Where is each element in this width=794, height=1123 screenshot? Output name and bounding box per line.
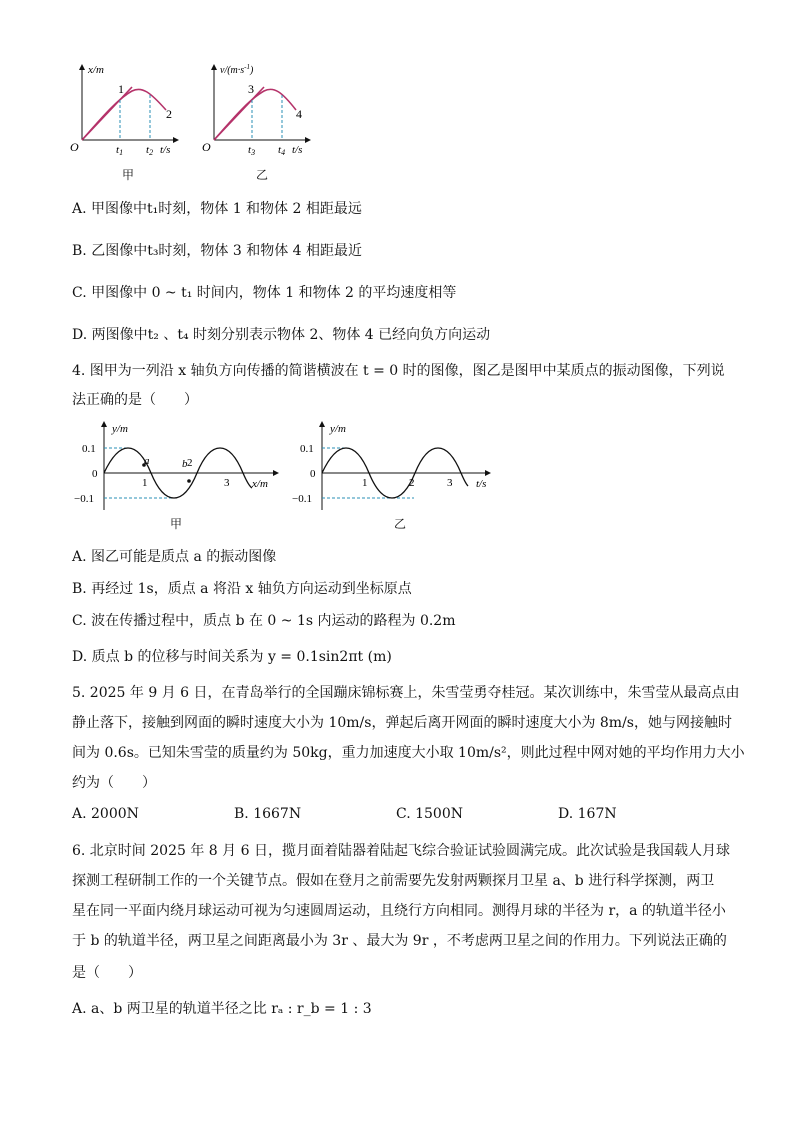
q5-option-b: B. 1667N bbox=[234, 806, 302, 822]
q3-jia-ylabel: x/m bbox=[88, 64, 104, 76]
q3-yi-ylabel: v/(m·s bbox=[220, 65, 245, 76]
q5-line2: 静止落下，接触到网面的瞬时速度大小为 10m/s，弹起后离开网面的瞬时速度大小为 8m/s，她与网接触时 bbox=[72, 715, 732, 731]
svg-text:t4 bbox=[278, 144, 285, 157]
q3-figure-jia bbox=[68, 60, 188, 160]
svg-text:t1 bbox=[116, 144, 123, 157]
q3-jia-curve1: 1 bbox=[118, 82, 124, 96]
q3-yi-t3: t bbox=[248, 144, 252, 156]
q3-option-b: B. 乙图像中t₃时刻，物体 3 和物体 4 相距最近 bbox=[72, 243, 363, 259]
q4-yi-tick-m01: −0.1 bbox=[292, 493, 312, 505]
q6-option-a: A. a、b 两卫星的轨道半径之比 rₐ : r_b = 1 : 3 bbox=[72, 1001, 372, 1017]
q4-yi-xlabel: t/s bbox=[476, 478, 487, 490]
q6-line3: 星在同一平面内绕月球运动可视为匀速圆周运动，且绕行方向相同。测得月球的半径为 r，a 的轨道半径小 bbox=[72, 903, 726, 919]
q3-yi-t4-sub: 4 bbox=[281, 148, 286, 157]
q6-line2: 探测工程研制工作的一个关键节点。假如在登月之前需要先发射两颗探月卫星 a、b 进行科学探测，两卫 bbox=[72, 873, 715, 889]
q4-figure-yi bbox=[292, 418, 497, 513]
q4-point-a: a bbox=[144, 455, 150, 467]
q5-option-d: D. 167N bbox=[558, 806, 617, 822]
q4-yi-x1: 1 bbox=[362, 477, 368, 489]
q3-option-d: D. 两图像中t₂ 、t₄ 时刻分别表示物体 2、物体 4 已经向负方向运动 bbox=[72, 327, 491, 343]
q3-yi-t4: t bbox=[278, 144, 282, 156]
q3-jia-t1-sub: 1 bbox=[119, 148, 124, 157]
q5-option-c: C. 1500N bbox=[396, 806, 463, 822]
q3-yi-ylabel-sup: -1 bbox=[244, 63, 251, 71]
q3-yi-t3-sub: 3 bbox=[251, 148, 256, 157]
q3-jia-origin: O bbox=[70, 140, 79, 154]
q4-jia-tick-01: 0.1 bbox=[82, 443, 96, 455]
q3-jia-caption: 甲 bbox=[122, 168, 135, 182]
q3-yi-caption: 乙 bbox=[256, 168, 269, 182]
q4-yi-tick-01: 0.1 bbox=[300, 443, 314, 455]
q4-option-b: B. 再经过 1s，质点 a 将沿 x 轴负方向运动到坐标原点 bbox=[72, 581, 412, 597]
q4-yi-caption: 乙 bbox=[394, 517, 407, 531]
q6-line5: 是（ ） bbox=[72, 965, 142, 981]
q3-jia-xlabel: t/s bbox=[160, 144, 171, 156]
q3-option-c: C. 甲图像中 0 ~ t₁ 时间内，物体 1 和物体 2 的平均速度相等 bbox=[72, 285, 457, 301]
q4-jia-ylabel: y/m bbox=[112, 423, 128, 435]
q3-jia-t2: t bbox=[146, 144, 150, 156]
q4-option-c: C. 波在传播过程中，质点 b 在 0 ~ 1s 内运动的路程为 0.2m bbox=[72, 613, 456, 629]
q4-jia-x2: 2 bbox=[187, 457, 193, 469]
q3-jia-t1: t bbox=[116, 144, 120, 156]
q4-option-d: D. 质点 b 的位移与时间关系为 y = 0.1sin2πt (m) bbox=[72, 649, 392, 665]
q5-line3: 间为 0.6s。已知朱雪莹的质量约为 50kg，重力加速度大小取 10m/s²，则此过程中网对她的平均作用力大小 bbox=[72, 745, 745, 761]
svg-text:v/(m·s-1) bbox=[220, 63, 254, 76]
q4-jia-x3: 3 bbox=[224, 477, 230, 489]
q3-figure-yi bbox=[200, 60, 320, 160]
q4-yi-ylabel: y/m bbox=[330, 423, 346, 435]
q4-jia-x1: 1 bbox=[142, 477, 148, 489]
q6-line4: 于 b 的轨道半径，两卫星之间距离最小为 3r 、最大为 9r ，不考虑两卫星之间的作用力。下列说法正确的 bbox=[72, 933, 727, 949]
q3-option-a: A. 甲图像中t₁时刻，物体 1 和物体 2 相距最远 bbox=[72, 201, 362, 217]
q4-yi-tick-0: 0 bbox=[310, 468, 316, 480]
q3-jia-t2-sub: 2 bbox=[149, 148, 154, 157]
q3-yi-origin: O bbox=[202, 140, 211, 154]
q3-yi-curve4: 4 bbox=[296, 107, 302, 121]
q4-jia-tick-0: 0 bbox=[92, 468, 98, 480]
q4-jia-xlabel: x/m bbox=[252, 478, 268, 490]
q4-jia-caption: 甲 bbox=[170, 517, 183, 531]
q3-jia-curve2: 2 bbox=[166, 107, 172, 121]
q6-line1: 6. 北京时间 2025 年 8 月 6 日，揽月面着陆器着陆起飞综合验证试验圆满完成。此次试验是我国载人月球 bbox=[72, 843, 730, 859]
q4-yi-x3: 3 bbox=[447, 477, 453, 489]
q5-line1: 5. 2025 年 9 月 6 日，在青岛举行的全国蹦床锦标赛上，朱雪莹勇夺桂冠。某次训练中，朱雪莹从最高点由 bbox=[72, 685, 740, 701]
q4-figure-jia bbox=[68, 418, 283, 513]
q4-stem-line2: 法正确的是（ ） bbox=[72, 392, 198, 408]
q3-yi-ylabel-end: ) bbox=[250, 65, 254, 76]
q5-option-a: A. 2000N bbox=[72, 806, 139, 822]
q3-yi-xlabel: t/s bbox=[292, 144, 303, 156]
svg-text:t3 bbox=[248, 144, 255, 157]
q3-yi-curve3: 3 bbox=[248, 82, 254, 96]
svg-text:t2 bbox=[146, 144, 153, 157]
q5-line4: 约为（ ） bbox=[72, 775, 156, 791]
q4-yi-x2: 2 bbox=[409, 477, 415, 489]
q4-stem-line1: 4. 图甲为一列沿 x 轴负方向传播的简谐横波在 t = 0 时的图像，图乙是图甲中某质点的振动图像，下列说 bbox=[72, 363, 725, 379]
q4-point-b: b bbox=[182, 458, 188, 470]
q4-option-a: A. 图乙可能是质点 a 的振动图像 bbox=[72, 549, 277, 565]
q4-jia-tick-m01: −0.1 bbox=[74, 493, 94, 505]
svg-text:x/m bbox=[87, 64, 104, 76]
